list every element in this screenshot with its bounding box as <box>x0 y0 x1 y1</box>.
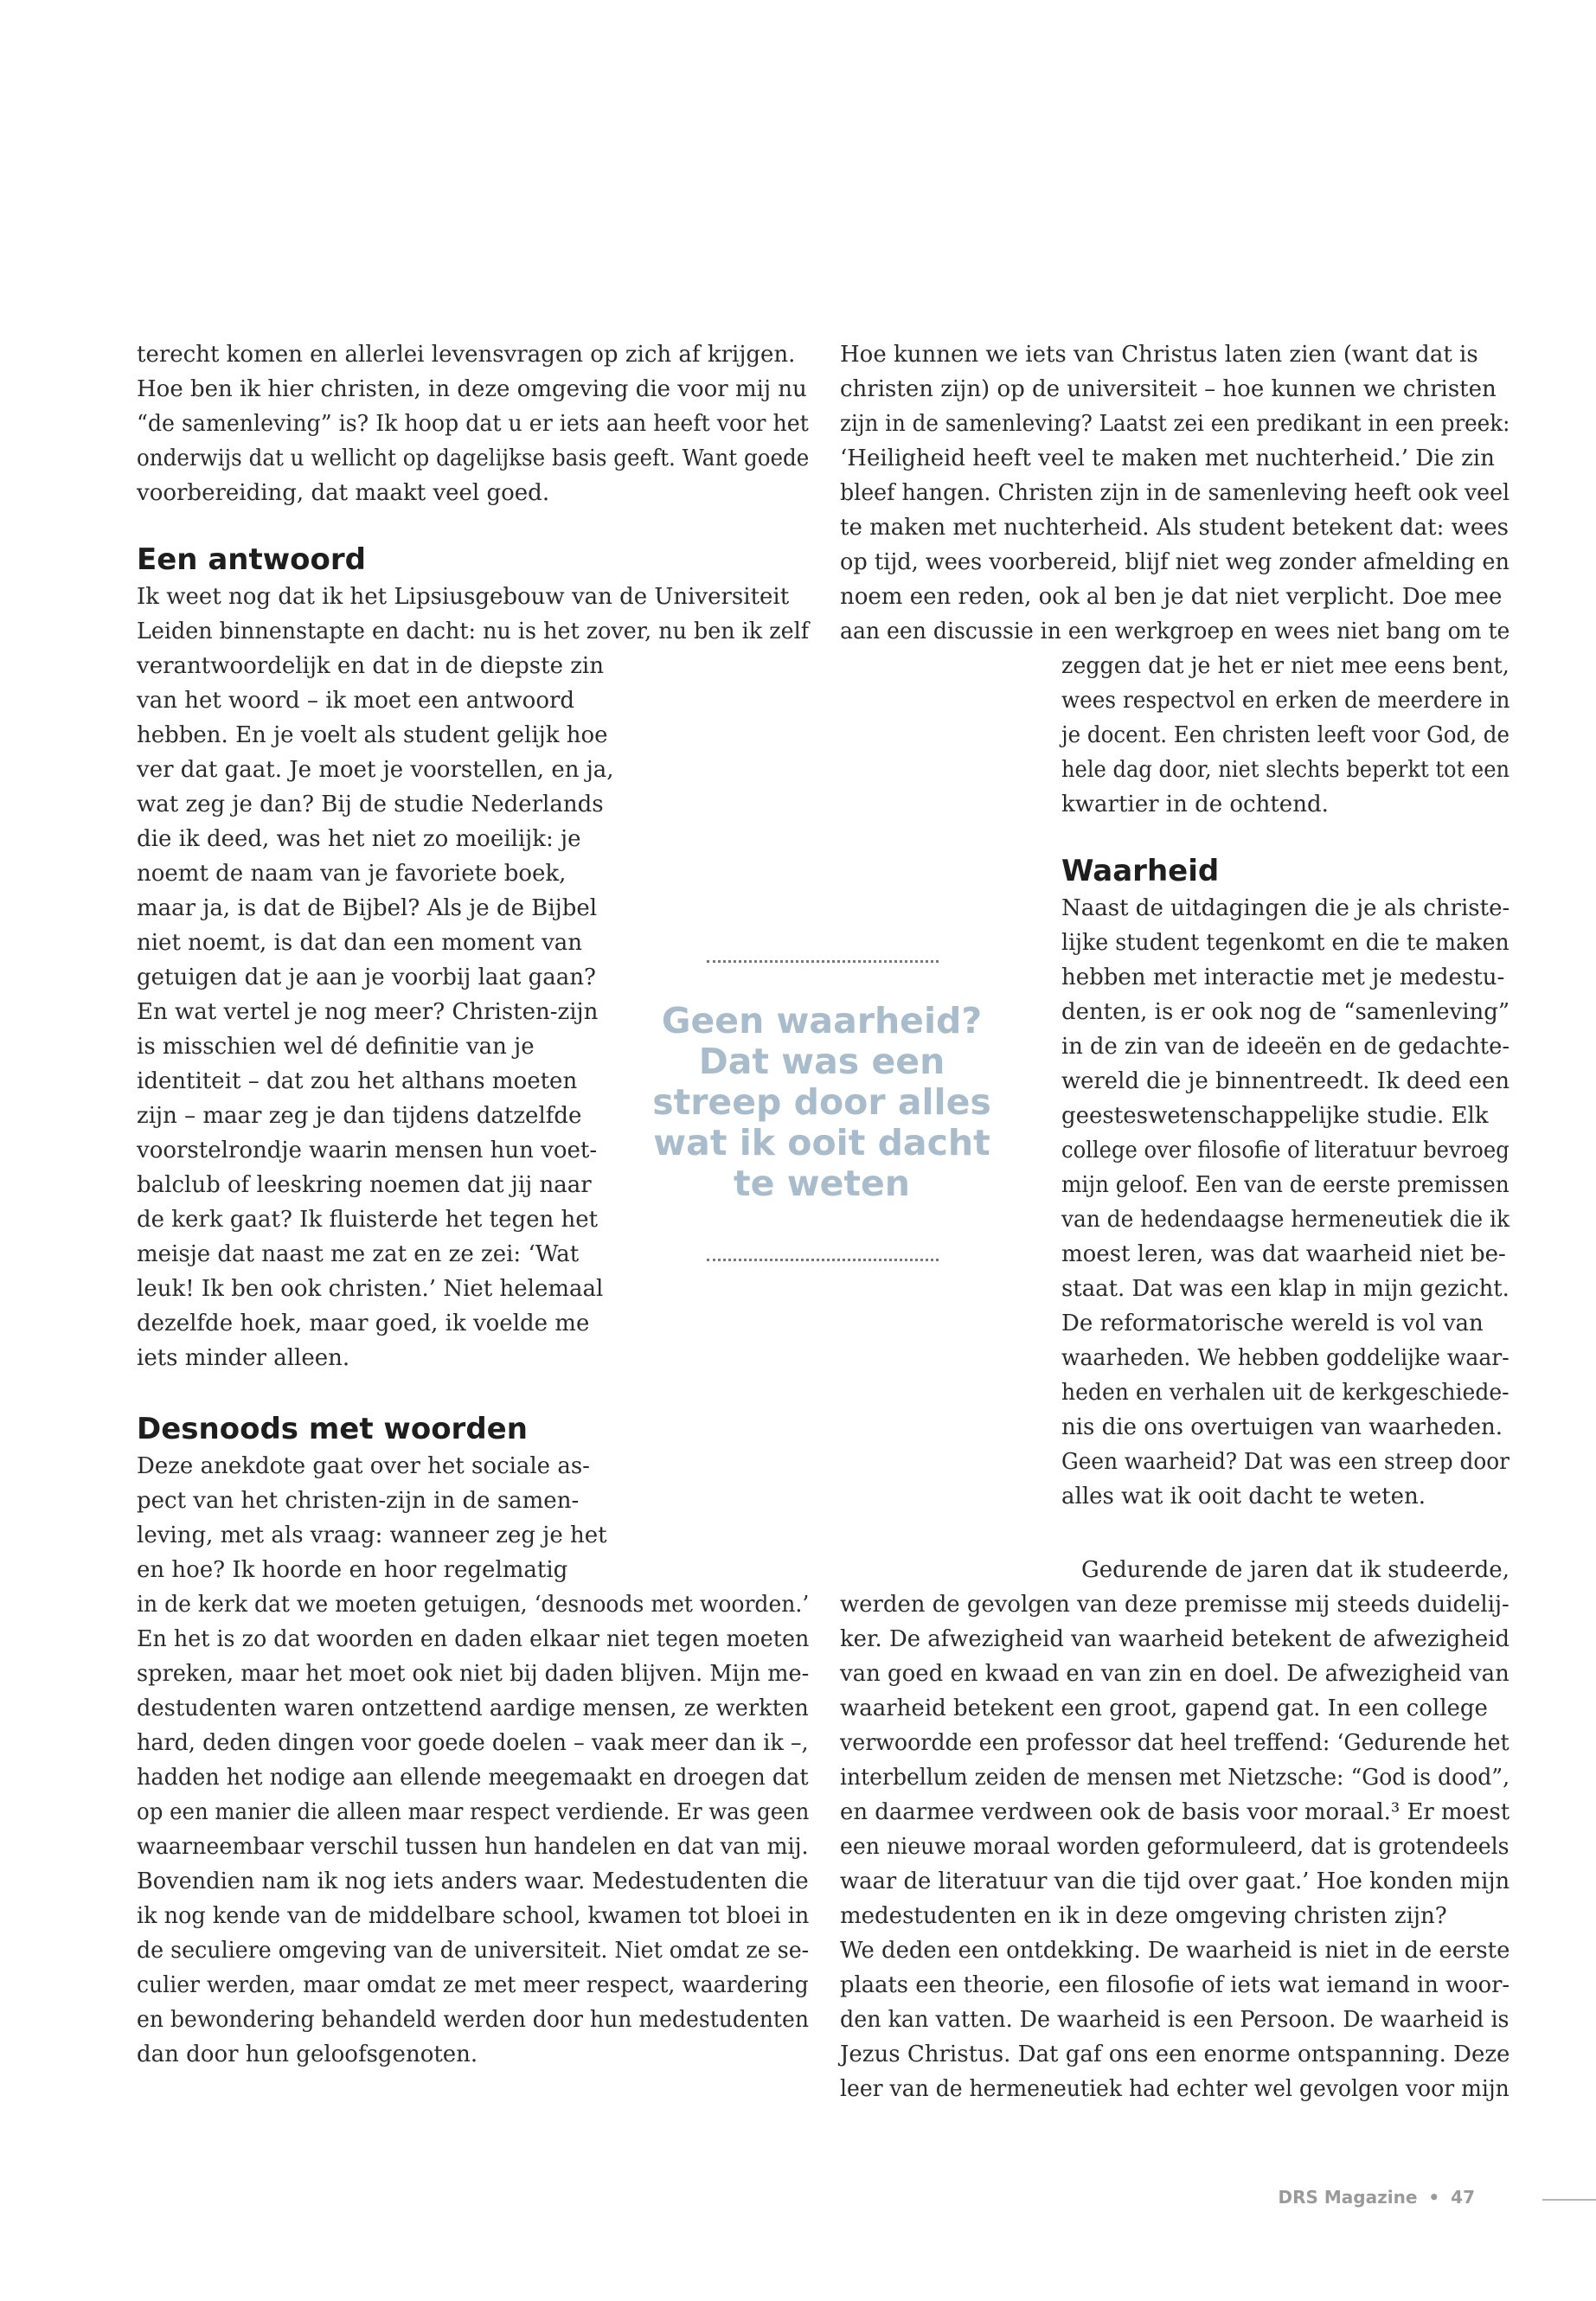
body-text-line: college over filosofie of literatuur bevroeg <box>1061 1138 1509 1163</box>
body-text-line: ver dat gaat. Je moet je voorstellen, en ja, <box>137 757 614 783</box>
body-text-line: voorbereiding, dat maakt veel goed. <box>137 480 550 506</box>
pull-quote-line: Geen waarheid? <box>661 1000 983 1042</box>
body-text-line: dezelfde hoek, maar goed, ik voelde me <box>137 1311 590 1336</box>
body-text-line: hebben met interactie met je medestu- <box>1061 965 1505 990</box>
body-text-line: verwoordde een professor dat heel treffend: ‘Gedurende het <box>840 1730 1509 1756</box>
section-heading-waarheid: Waarheid <box>1061 854 1220 888</box>
body-text-line: werden de gevolgen van deze premisse mij steeds duidelij- <box>840 1592 1509 1618</box>
pull-quote-line: streep door alles <box>652 1081 991 1123</box>
body-text-line: spreken, maar het moet ook niet bij daden blijven. Mijn me- <box>137 1661 810 1687</box>
pull-quote-line: Dat was een <box>698 1041 945 1082</box>
body-text-line: hadden het nodige aan ellende meegemaakt en droegen dat <box>137 1765 809 1791</box>
body-text-line: onderwijs dat u wellicht op dagelijkse basis geeft. Want goede <box>137 445 810 471</box>
body-text-line: waar de literatuur van die tijd over gaat.’ Hoe konden mijn <box>840 1868 1510 1894</box>
body-text-line: een nieuwe moraal worden geformuleerd, dat is grotendeels <box>840 1834 1509 1860</box>
body-text-line: getuigen dat je aan je voorbij laat gaan? <box>137 965 596 990</box>
body-text-line: iets minder alleen. <box>137 1345 350 1371</box>
body-text-line: die ik deed, was het niet zo moeilijk: je <box>137 826 581 852</box>
body-text-line: waarneembaar verschil tussen hun handelen en dat van mij. <box>137 1834 809 1860</box>
body-text-line: op tijd, wees voorbereid, blijf niet weg zonder afmelding en <box>840 549 1509 575</box>
body-text-line: maar ja, is dat de Bijbel? Als je de Bijbel <box>137 895 598 921</box>
body-text-line: de seculiere omgeving van de universiteit. Niet omdat ze se- <box>137 1938 810 1964</box>
body-text-line: wereld die je binnentreedt. Ik deed een <box>1061 1068 1509 1094</box>
body-text-line: lijke student tegenkomt en die te maken <box>1061 930 1509 956</box>
pull-quote-bottom-divider <box>707 1259 939 1261</box>
section-heading-desnoods-met-woorden: Desnoods met woorden <box>137 1412 528 1446</box>
body-text-line: van de hedendaagse hermeneutiek die ik <box>1061 1207 1510 1233</box>
body-text-line: Ik weet nog dat ik het Lipsiusgebouw van de Universiteit <box>137 584 790 610</box>
body-text-line: hele dag door, niet slechts beperkt tot een <box>1061 757 1510 783</box>
body-text-line: nis die ons overtuigen van waarheden. <box>1061 1414 1503 1440</box>
body-text-line: noem een reden, ook al ben je dat niet verplicht. Doe mee <box>840 584 1503 610</box>
body-text-line: en daarmee verdween ook de basis voor moraal.³ Er moest <box>840 1799 1510 1825</box>
body-text-line: staat. Dat was een klap in mijn gezicht. <box>1061 1276 1509 1302</box>
body-text-line: terecht komen en allerlei levensvragen op zich af krijgen. <box>137 342 796 368</box>
body-text-line: en bewondering behandeld werden door hun medestudenten <box>137 2007 809 2033</box>
body-text-line: op een manier die alleen maar respect verdiende. Er was geen <box>137 1799 810 1825</box>
body-text-line: Jezus Christus. Dat gaf ons een enorme ontspanning. Deze <box>840 2041 1510 2067</box>
body-text-line: destudenten waren ontzettend aardige mensen, ze werkten <box>137 1695 809 1721</box>
body-text-line: En wat vertel je nog meer? Christen-zijn <box>137 999 599 1025</box>
body-text-line: hebben. En je voelt als student gelijk hoe <box>137 722 608 748</box>
body-text-line: zijn – maar zeg je dan tijdens datzelfde <box>137 1103 582 1129</box>
body-text-line: Bovendien nam ik nog iets anders waar. Medestudenten die <box>137 1868 809 1894</box>
body-text-line: zijn in de samenleving? Laatst zei een predikant in een preek: <box>840 411 1510 437</box>
footer-rule <box>1542 2199 1596 2201</box>
body-text-line: mijn geloof. Een van de eerste premissen <box>1061 1172 1509 1198</box>
body-text-line: noemt de naam van je favoriete boek, <box>137 861 567 887</box>
body-text-line: verantwoordelijk en dat in de diepste zin <box>137 653 604 679</box>
body-text-line: De reformatorische wereld is vol van <box>1061 1311 1484 1336</box>
pull-quote-top-divider <box>707 960 939 963</box>
body-text-line: geesteswetenschappelijke studie. Elk <box>1061 1103 1489 1129</box>
body-text-line: waarheid betekent een groot, gapend gat. In een college <box>840 1695 1488 1721</box>
body-text-line: heden en verhalen uit de kerkgeschiede- <box>1061 1380 1509 1406</box>
body-text-line: identiteit – dat zou het althans moeten <box>137 1068 578 1094</box>
body-text-line: den kan vatten. De waarheid is een Persoon. De waarheid is <box>840 2007 1509 2033</box>
body-text-line: kwartier in de ochtend. <box>1061 792 1329 817</box>
footer-separator: • <box>1428 2187 1440 2208</box>
body-text-line: alles wat ik ooit dacht te weten. <box>1061 1484 1426 1509</box>
body-text-line: voorstelrondje waarin mensen hun voet- <box>137 1138 598 1163</box>
body-text-line: bleef hangen. Christen zijn in de samenleving heeft ook veel <box>840 480 1510 506</box>
page-number: 47 <box>1451 2187 1475 2208</box>
body-text-line: interbellum zeiden de mensen met Nietzsche: “God is dood”, <box>840 1765 1510 1791</box>
body-text-line: Hoe kunnen we iets van Christus laten zien (want dat is <box>840 342 1478 368</box>
body-text-line: Naast de uitdagingen die je als christe- <box>1061 895 1510 921</box>
body-text-line: in de kerk dat we moeten getuigen, ‘desnoods met woorden.’ <box>137 1592 810 1618</box>
body-text-line: En het is zo dat woorden en daden elkaar niet tegen moeten <box>137 1626 810 1652</box>
body-text-line: pect van het christen-zijn in de samen- <box>137 1488 580 1514</box>
body-text-line: culier werden, maar omdat ze met meer respect, waardering <box>137 1972 809 1998</box>
body-text-line: plaats een theorie, een filosofie of iets wat iemand in woor- <box>840 1972 1510 1998</box>
body-text-line: niet noemt, is dat dan een moment van <box>137 930 583 956</box>
body-text-line: We deden een ontdekking. De waarheid is niet in de eerste <box>840 1938 1510 1964</box>
body-text-line: ‘Heiligheid heeft veel te maken met nuchterheid.’ Die zin <box>840 445 1495 471</box>
body-text-line: ker. De afwezigheid van waarheid betekent de afwezigheid <box>840 1626 1510 1652</box>
body-text-line: en hoe? Ik hoorde en hoor regelmatig <box>137 1557 568 1583</box>
body-text-line: je docent. Een christen leeft voor God, de <box>1061 722 1510 748</box>
body-text-line: van het woord – ik moet een antwoord <box>137 688 575 714</box>
body-text-line: Geen waarheid? Dat was een streep door <box>1061 1449 1510 1475</box>
pull-quote <box>644 1001 999 1204</box>
body-text-line: waarheden. We hebben goddelijke waar- <box>1061 1345 1509 1371</box>
body-text-line: zeggen dat je het er niet mee eens bent, <box>1061 653 1509 679</box>
body-text-line: moest leren, was dat waarheid niet be- <box>1061 1241 1506 1267</box>
body-text-line: Gedurende de jaren dat ik studeerde, <box>1081 1557 1509 1583</box>
body-text-line: Leiden binnenstapte en dacht: nu is het zover, nu ben ik zelf <box>137 619 810 644</box>
body-text-line: christen zijn) op de universiteit – hoe kunnen we christen <box>840 376 1497 402</box>
magazine-name: DRS Magazine <box>1278 2187 1418 2208</box>
body-text-line: denten, is er ook nog de “samenleving” <box>1061 999 1510 1025</box>
body-text-line: te maken met nuchterheid. Als student betekent dat: wees <box>840 515 1509 541</box>
body-text-line: meisje dat naast me zat en ze zei: ‘Wat <box>137 1241 580 1267</box>
body-text-line: leuk! Ik ben ook christen.’ Niet helemaal <box>137 1276 604 1302</box>
body-text-line: balclub of leeskring noemen dat jij naar <box>137 1172 592 1198</box>
body-text-line: leving, met als vraag: wanneer zeg je het <box>137 1522 607 1548</box>
body-text-line: in de zin van de ideeën en de gedachte- <box>1061 1034 1510 1060</box>
body-text-line: Hoe ben ik hier christen, in deze omgeving die voor mij nu <box>137 376 807 402</box>
page-footer <box>1279 2185 1475 2209</box>
body-text-line: de kerk gaat? Ik fluisterde het tegen het <box>137 1207 599 1233</box>
body-text-line: “de samenleving” is? Ik hoop dat u er iets aan heeft voor het <box>137 411 809 437</box>
body-text-line: aan een discussie in een werkgroep en wees niet bang om te <box>840 619 1510 644</box>
body-text-line: medestudenten en ik in deze omgeving christen zijn? <box>840 1903 1447 1929</box>
pull-quote-line: te weten <box>734 1163 910 1204</box>
body-text-line: wat zeg je dan? Bij de studie Nederlands <box>137 792 604 817</box>
body-text-line: ik nog kende van de middelbare school, kwamen tot bloei in <box>137 1903 810 1929</box>
body-text-line: dan door hun geloofsgenoten. <box>137 2041 478 2067</box>
section-heading-een-antwoord: Een antwoord <box>137 542 366 577</box>
body-text-line: Deze anekdote gaat over het sociale as- <box>137 1453 590 1479</box>
body-text-line: van goed en kwaad en van zin en doel. De afwezigheid van <box>840 1661 1509 1687</box>
body-text-line: is misschien wel dé definitie van je <box>137 1034 535 1060</box>
body-text-line: hard, deden dingen voor goede doelen – vaak meer dan ik –, <box>137 1730 809 1756</box>
pull-quote-line: wat ik ooit dacht <box>653 1122 990 1163</box>
body-text-line: wees respectvol en erken de meerdere in <box>1061 688 1510 714</box>
body-text-line: leer van de hermeneutiek had echter wel gevolgen voor mijn <box>840 2076 1509 2102</box>
